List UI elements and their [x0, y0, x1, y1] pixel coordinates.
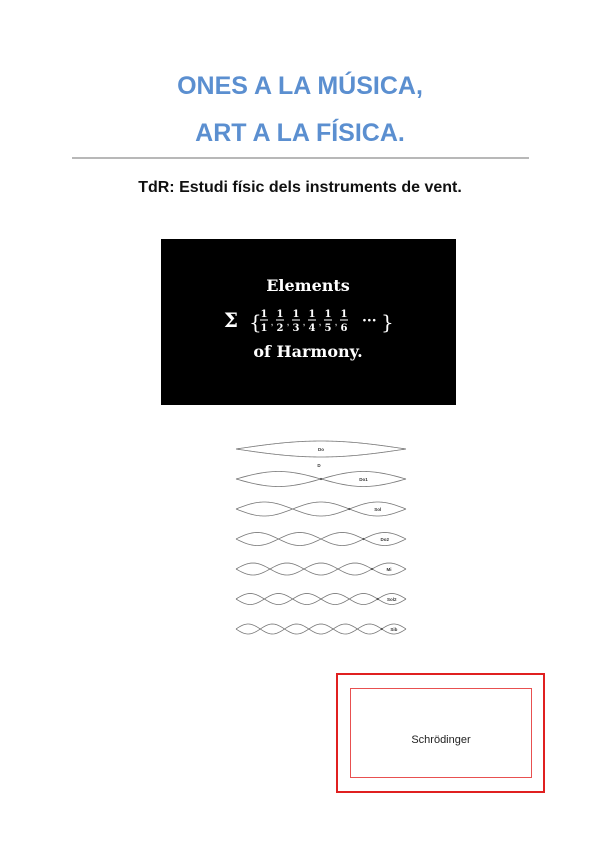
harmonics-svg	[233, 437, 408, 637]
wave-node	[320, 478, 322, 480]
subtitle: TdR: Estudi físic dels instruments de vent.	[138, 179, 462, 196]
title-line-2: ART A LA FÍSICA.	[195, 119, 405, 147]
wave-envelope	[236, 594, 406, 605]
note-label: Do	[318, 447, 324, 452]
note-label: Do1	[359, 477, 368, 482]
title-divider	[72, 157, 529, 159]
signature-stamp-inner	[350, 688, 532, 778]
harmony-top-text: Elements	[266, 276, 350, 295]
fraction-numerator: 1	[276, 309, 284, 320]
author-name: Schrödinger	[411, 734, 471, 746]
wave-node	[377, 598, 379, 600]
wave-node	[381, 628, 383, 630]
note-label: Do2	[380, 537, 390, 542]
fraction-separator: ,	[318, 317, 322, 328]
signature-stamp	[336, 673, 545, 793]
fraction-numerator: 1	[324, 309, 332, 320]
fraction-separator: ,	[270, 317, 274, 328]
wave-node	[362, 538, 364, 540]
first-node-label: D	[317, 463, 321, 468]
right-brace: }	[381, 310, 394, 334]
fraction-numerator: 1	[308, 309, 316, 320]
harmonics-diagram	[233, 437, 408, 637]
fraction-denominator: 2	[276, 323, 284, 334]
fractions-group	[260, 309, 348, 334]
fraction-denominator: 6	[340, 323, 348, 334]
wave-node	[348, 508, 350, 510]
wave-node	[371, 568, 373, 570]
sum-symbol: Σ	[223, 308, 239, 332]
fraction-numerator: 1	[260, 309, 268, 320]
wave-envelope	[236, 624, 406, 634]
fraction-denominator: 5	[324, 323, 332, 334]
elements-of-harmony-image	[161, 239, 456, 405]
fraction-separator: ,	[286, 317, 290, 328]
note-label: Sol	[374, 507, 382, 512]
fraction-separator: ,	[302, 317, 306, 328]
note-label: Mi	[386, 567, 392, 572]
ellipsis: ···	[362, 313, 377, 329]
title-line-1: ONES A LA MÚSICA,	[177, 72, 423, 100]
fraction-numerator: 1	[340, 309, 348, 320]
fraction-numerator: 1	[292, 309, 300, 320]
fraction-denominator: 4	[308, 323, 316, 334]
harmony-svg	[161, 239, 456, 405]
note-label: Sol2	[387, 597, 397, 602]
fraction-denominator: 1	[260, 323, 268, 334]
wave-envelope	[236, 624, 406, 634]
fraction-denominator: 3	[292, 323, 300, 334]
harmony-bottom-text: of Harmony.	[253, 342, 363, 361]
fraction-separator: ,	[334, 317, 338, 328]
note-label: Sib	[390, 627, 398, 632]
left-brace: {	[249, 310, 262, 334]
